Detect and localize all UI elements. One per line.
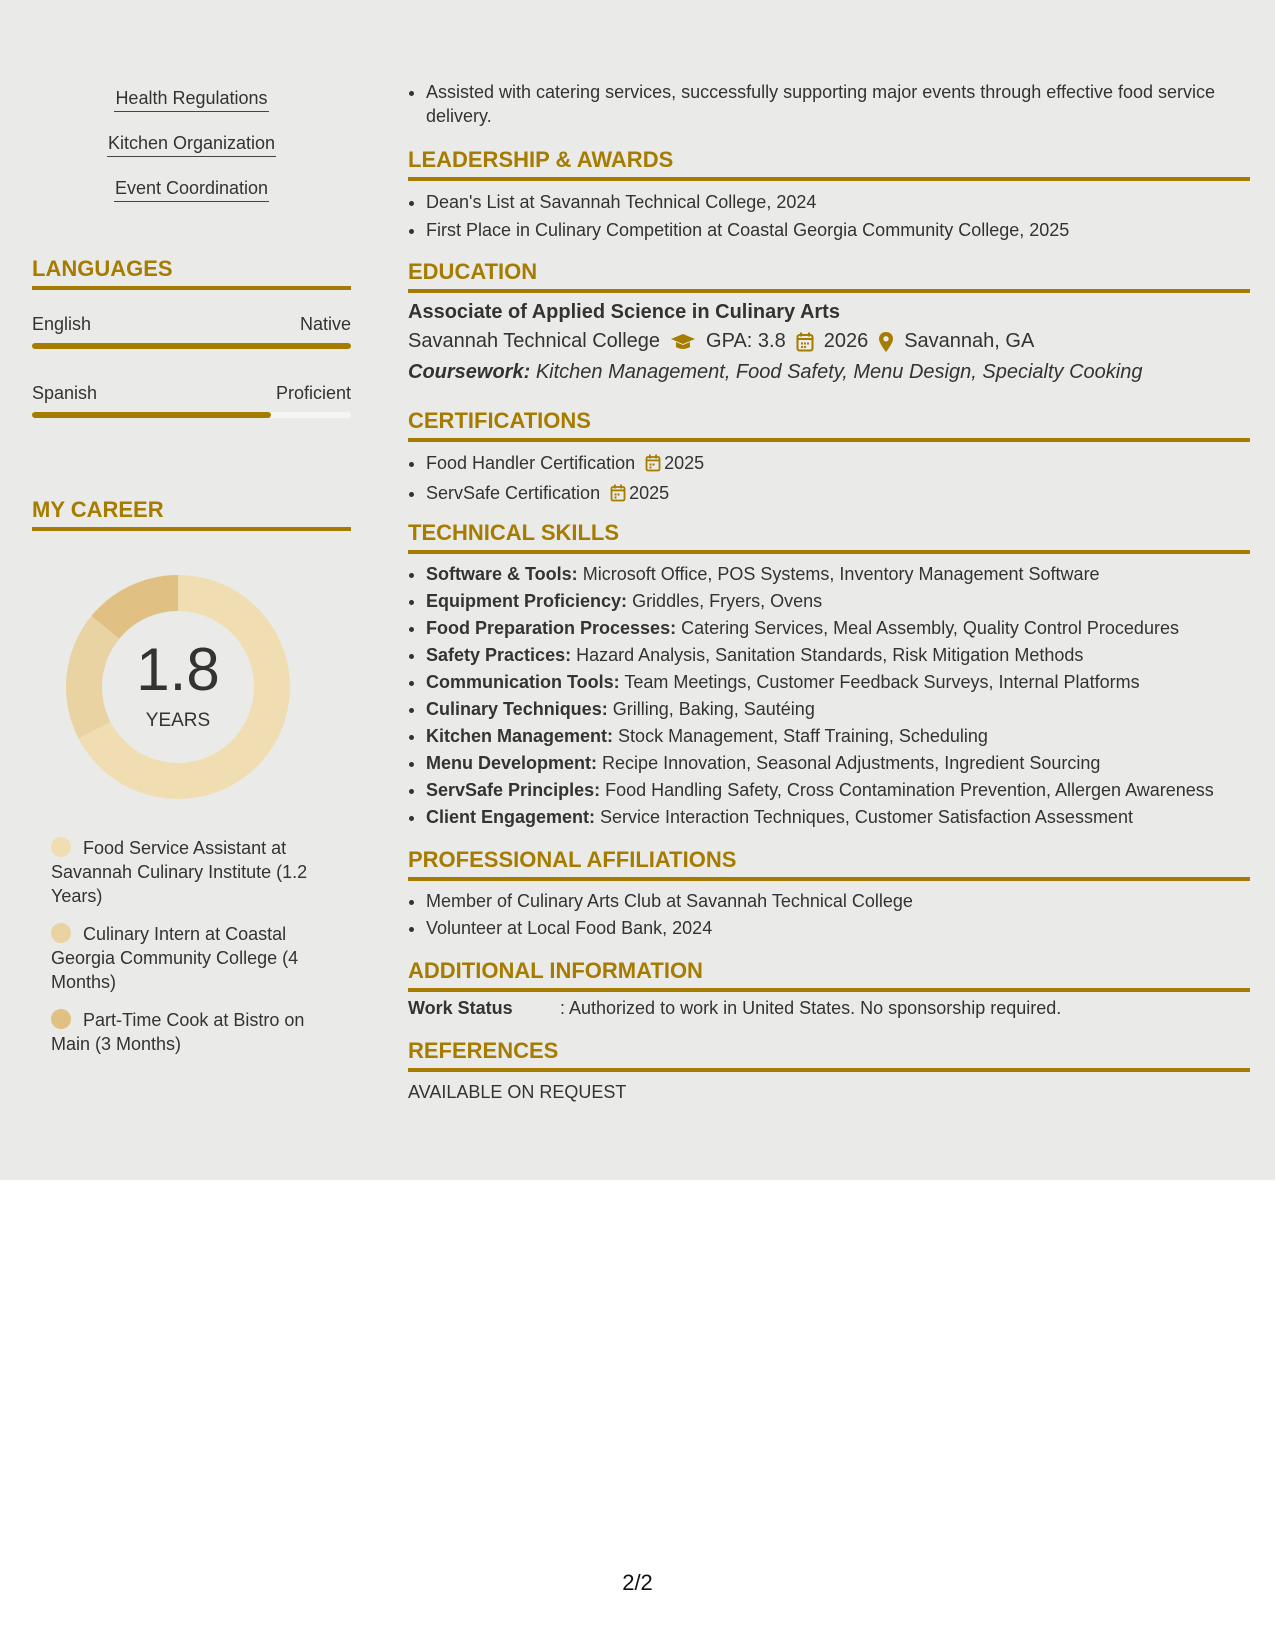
skill-label: Menu Development: <box>426 753 598 773</box>
list-item <box>426 750 1214 777</box>
career-legend-item <box>51 922 321 994</box>
career-legend-text: Part-Time Cook at Bistro on Main (3 Months) <box>51 1010 305 1054</box>
skill-tag-label: Event Coordination <box>114 178 269 202</box>
calendar-icon <box>645 453 661 480</box>
skill-value: Service Interaction Techniques, Customer Satisfaction Assessment <box>600 807 1133 827</box>
list-item <box>426 642 1214 669</box>
list-item <box>426 696 1214 723</box>
skill-label: ServSafe Principles: <box>426 780 601 800</box>
work-status <box>408 998 1061 1019</box>
career-legend-text: Culinary Intern at Coastal Georgia Community College (4 Months) <box>51 924 299 992</box>
experience-bullets <box>408 80 1250 128</box>
leadership-heading: LEADERSHIP & AWARDS <box>408 147 1250 181</box>
skill-tag <box>32 178 351 199</box>
legend-dot-icon <box>51 1009 71 1029</box>
list-item: • Dean's List at Savannah Technical College, 2024 <box>426 188 1069 216</box>
skill-label: Kitchen Management: <box>426 726 614 746</box>
legend-dot-icon <box>51 923 71 943</box>
skill-value: Microsoft Office, POS Systems, Inventory Management Software <box>582 564 1100 584</box>
skill-value: Stock Management, Staff Training, Scheduling <box>618 726 988 746</box>
skill-value: Grilling, Baking, Sautéing <box>612 699 815 719</box>
legend-dot-icon <box>51 837 71 857</box>
cert-name: Food Handler Certification <box>426 453 636 473</box>
skill-value: Recipe Innovation, Seasonal Adjustments, Ingredient Sourcing <box>602 753 1101 773</box>
school-location: Savannah, GA <box>904 330 1035 352</box>
technical-skills-heading: TECHNICAL SKILLS <box>408 520 1250 554</box>
list-item <box>426 561 1214 588</box>
language-level: Proficient <box>275 383 351 403</box>
language-level: Native <box>299 314 351 334</box>
cert-name: ServSafe Certification <box>426 483 601 503</box>
affiliations-heading: PROFESSIONAL AFFILIATIONS <box>408 847 1250 881</box>
coursework-text: Kitchen Management, Food Safety, Menu Design, Specialty Cooking <box>535 361 1143 383</box>
leadership-list <box>408 188 1069 244</box>
technical-skills-list <box>408 561 1214 831</box>
location-pin-icon <box>878 331 894 353</box>
language-bar <box>32 412 351 418</box>
education-heading: EDUCATION <box>408 259 1250 293</box>
list-item <box>426 804 1214 831</box>
list-item: • Volunteer at Local Food Bank, 2024 <box>426 915 913 942</box>
list-item: • Member of Culinary Arts Club at Savannah Technical College <box>426 888 913 915</box>
skill-label: Client Engagement: <box>426 807 596 827</box>
certifications-heading: CERTIFICATIONS <box>408 408 1250 442</box>
calendar-icon <box>610 483 626 510</box>
language-bar-fill <box>32 412 271 418</box>
skill-label: Equipment Proficiency: <box>426 591 628 611</box>
list-item: • Assisted with catering services, successfully supporting major events through effective food service delivery. <box>426 80 1250 128</box>
language-bar-fill <box>32 343 351 349</box>
career-legend-item <box>51 1008 321 1056</box>
career-legend-item <box>51 836 321 908</box>
graduation-cap-icon <box>670 332 696 352</box>
skill-tag <box>32 133 351 154</box>
list-item <box>426 480 704 510</box>
cert-year: 2025 <box>664 453 705 473</box>
additional-info-heading: ADDITIONAL INFORMATION <box>408 958 1250 992</box>
skill-label: Communication Tools: <box>426 672 620 692</box>
degree-title: Associate of Applied Science in Culinary Arts <box>408 301 840 323</box>
skill-value: Griddles, Fryers, Ovens <box>632 591 823 611</box>
language-row <box>32 383 351 404</box>
gpa: GPA: 3.8 <box>706 330 786 352</box>
list-item <box>426 588 1214 615</box>
skill-value: Food Handling Safety, Cross Contamination Prevention, Allergen Awareness <box>605 780 1214 800</box>
affiliations-list <box>408 888 913 942</box>
career-total-unit: YEARS <box>145 710 211 731</box>
list-item <box>426 669 1214 696</box>
list-item <box>426 615 1214 642</box>
career-total-years: 1.8 <box>136 636 220 703</box>
list-item <box>426 450 704 480</box>
skill-label: Software & Tools: <box>426 564 578 584</box>
skill-tag-label: Health Regulations <box>114 88 268 112</box>
references-text: AVAILABLE ON REQUEST <box>408 1082 627 1102</box>
skill-tag-label: Kitchen Organization <box>107 133 276 157</box>
school-name: Savannah Technical College <box>408 330 661 352</box>
career-legend-text: Food Service Assistant at Savannah Culinary Institute (1.2 Years) <box>51 838 308 906</box>
list-item: • First Place in Culinary Competition at Coastal Georgia Community College, 2025 <box>426 216 1069 244</box>
certifications-list <box>408 450 704 510</box>
languages-heading: LANGUAGES <box>32 256 351 290</box>
references-heading: REFERENCES <box>408 1038 1250 1072</box>
language-bar <box>32 343 351 349</box>
language-row <box>32 314 351 335</box>
skill-label: Food Preparation Processes: <box>426 618 677 638</box>
skill-tag <box>32 88 351 109</box>
skill-label: Safety Practices: <box>426 645 572 665</box>
cert-year: 2025 <box>629 483 670 503</box>
language-name: English <box>32 314 92 334</box>
list-item <box>426 723 1214 750</box>
coursework-label: Coursework: <box>408 361 531 383</box>
skill-value: Hazard Analysis, Sanitation Standards, Risk Mitigation Methods <box>576 645 1084 665</box>
language-name: Spanish <box>32 383 98 403</box>
skill-value: Team Meetings, Customer Feedback Surveys, Internal Platforms <box>624 672 1140 692</box>
skill-value: Catering Services, Meal Assembly, Quality Control Procedures <box>681 618 1179 638</box>
work-status-value: : Authorized to work in United States. No sponsorship required. <box>560 998 1062 1018</box>
graduation-year: 2026 <box>823 330 869 352</box>
career-heading: MY CAREER <box>32 497 351 531</box>
education-meta <box>408 330 1034 353</box>
work-status-label: Work Status <box>408 998 513 1018</box>
coursework <box>408 361 1142 384</box>
skill-label: Culinary Techniques: <box>426 699 608 719</box>
page-number: 2/2 <box>622 1570 653 1595</box>
calendar-icon <box>796 332 814 352</box>
list-item <box>426 777 1214 804</box>
